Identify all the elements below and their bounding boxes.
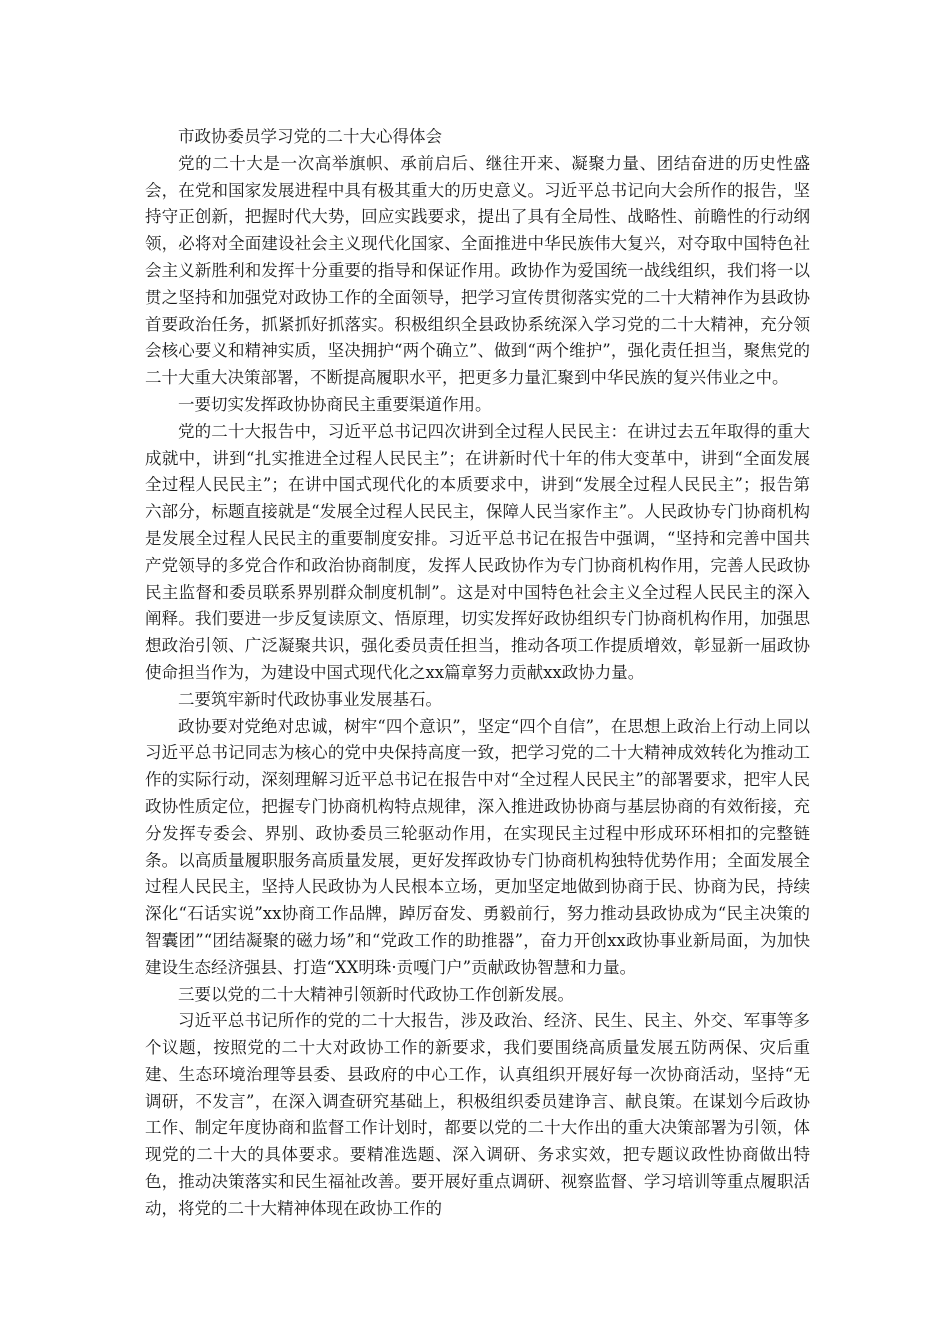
paragraph-intro: 党的二十大是一次高举旗帜、承前启后、继往开来、凝聚力量、团结奋进的历史性盛会，在党和国家发展进程中具有极其重大的历史意义。习近平总书记向大会所作的报告，坚持守正创新，把握时代大势，回应实践要求，提出了具有全局性、战略性、前瞻性的行动纲领，必将对全面建设社会主义现代化国家、全面推进中华民族伟大复兴，对夺取中国特色社会主义新胜利和发挥十分重要的指导和保证作用。政协作为爱国统一战线组织，我们将一以贯之坚持和加强党对政协工作的全面领导，把学习宣传贯彻落实党的二十大精神作为县政协首要政治任务，抓紧抓好抓落实。积极组织全县政协系统深入学习党的二十大精神，充分领会核心要义和精神实质，坚决拥护“两个确立”、做到“两个维护”，强化责任担当，聚焦党的二十大重大决策部署，不断提高履职水平，把更多力量汇聚到中华民族的复兴伟业之中。	[145, 153, 810, 388]
paragraph-section-1: 党的二十大报告中，习近平总书记四次讲到全过程人民民主：在讲过去五年取得的重大成就中，讲到“扎实推进全过程人民民主”；在讲新时代十年的伟大变革中，讲到“全面发展全过程人民民主”；在讲中国式现代化的本质要求中，讲到“发展全过程人民民主”；报告第六部分，标题直接就是“发展全过程人民民主，保障人民当家作主”。人民政协专门协商机构是发展全过程人民民主的重要制度安排。习近平总书记在报告中强调，“坚持和完善中国共产党领导的多党合作和政治协商制度，发挥人民政协作为专门协商机构作用，完善人民政协民主监督和委员联系界别群众制度机制”。这是对中国特色社会主义全过程人民民主的深入阐释。我们要进一步反复读原文、悟原理，切实发挥好政协组织专门协商机构作用，加强思想政治引领、广泛凝聚共识，强化委员责任担当，推动各项工作提质增效，彰显新一届政协使命担当作为，为建设中国式现代化之xx篇章努力贡献xx政协力量。	[145, 421, 810, 682]
paragraph-section-2: 政协要对党绝对忠诚，树牢“四个意识”，坚定“四个自信”，在思想上政治上行动上同以习近平总书记同志为核心的党中央保持高度一致，把学习党的二十大精神成效转化为推动工作的实际行动，深刻理解习近平总书记在报告中对“全过程人民民主”的部署要求，把牢人民政协性质定位，把握专门协商机构特点规律，深入推进政协协商与基层协商的有效衔接，充分发挥专委会、界别、政协委员三轮驱动作用，在实现民主过程中形成环环相扣的完整链条。以高质量履职服务高质量发展，更好发挥政协专门协商机构独特优势作用；全面发展全过程人民民主，坚持人民政协为人民根本立场，更加坚定地做到协商于民、协商为民，持续深化“石话实说”xx协商工作品牌，踔厉奋发、勇毅前行，努力推动县政协成为“民主决策的智囊团”“团结凝聚的磁力场”和“党政工作的助推器”，奋力开创xx政协事业新局面，为加快建设生态经济强县、打造“XX明珠·贡嘎门户”贡献政协智慧和力量。	[145, 716, 810, 977]
document-page	[145, 124, 810, 1223]
document-title: 市政协委员学习党的二十大心得体会	[178, 127, 442, 146]
section-heading-1: 一要切实发挥政协协商民主重要渠道作用。	[178, 394, 492, 414]
section-heading-2: 二要筑牢新时代政协事业发展基石。	[178, 689, 442, 709]
section-heading-3: 三要以党的二十大精神引领新时代政协工作创新发展。	[178, 984, 574, 1004]
paragraph-section-3: 习近平总书记所作的党的二十大报告，涉及政治、经济、民生、民主、外交、军事等多个议题，按照党的二十大对政协工作的新要求，我们要围绕高质量发展五防两保、灾后重建、生态环境治理等县委、县政府的中心工作，认真组织开展好每一次协商活动，坚持“无调研，不发言”，在深入调查研究基础上，积极组织委员建诤言、献良策。在谋划今后政协工作、制定年度协商和监督工作计划时，都要以党的二十大作出的重大决策部署为引领，体现党的二十大的具体要求。要精准选题、深入调研、务求实效，把专题议政性协商做出特色，推动决策落实和民生福祉改善。要开展好重点调研、视察监督、学习培训等重点履职活动，将党的二十大精神体现在政协工作的	[145, 1011, 810, 1218]
